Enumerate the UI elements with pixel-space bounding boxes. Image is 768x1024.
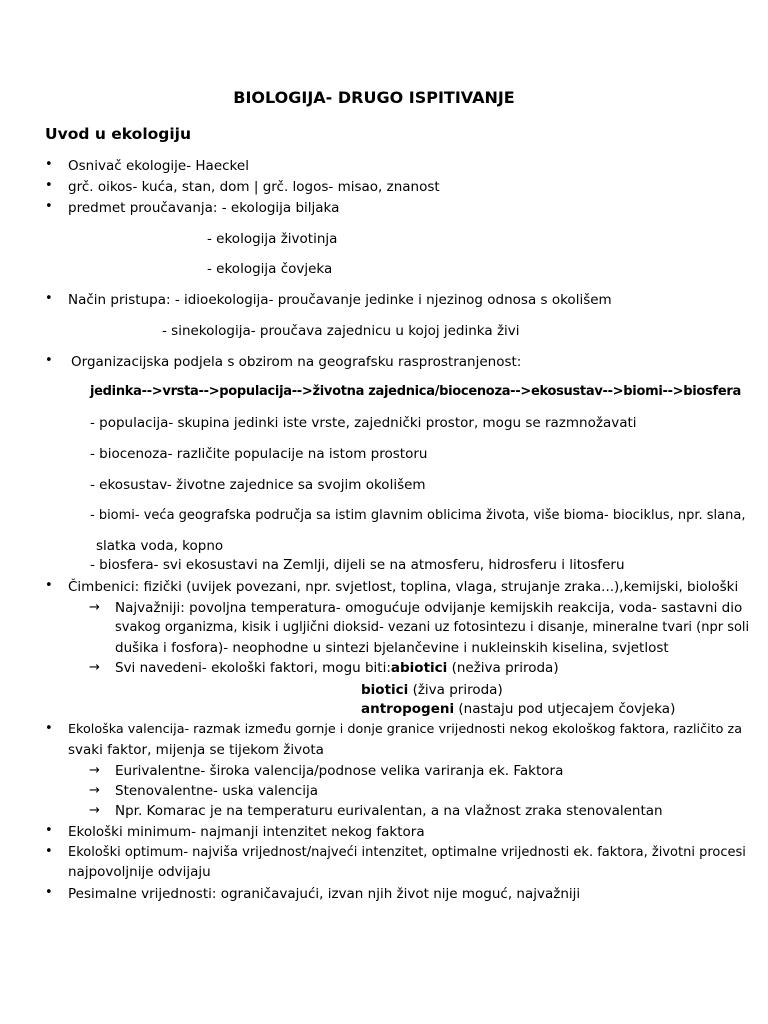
term-biotic-desc: (živa priroda): [408, 682, 503, 698]
line-factor-anthropogenic: [361, 700, 675, 718]
line-organization: Organizacijska podjela s obzirom na geografsku rasprostranjenost:: [71, 354, 522, 370]
line-valence-2: svaki faktor, mijenja se tijekom života: [68, 742, 324, 758]
bullet-icon: •: [45, 157, 53, 172]
line-approach: Način pristupa: - idioekologija- proučavanje jedinke i njezinog odnosa s okolišem: [68, 292, 612, 308]
line-eurivalent: Eurivalentne- široka valencija/podnose velika variranja ek. Faktora: [115, 763, 564, 779]
line-factors: Čimbenici: fizički (uvijek povezani, npr. svjetlost, toplina, vlaga, strujanje zraka...),kemijski, biološki: [68, 579, 739, 595]
bullet-icon: •: [45, 721, 53, 736]
arrow-icon: →: [89, 763, 100, 778]
bullet-icon: •: [45, 178, 53, 193]
line-most-important-1: Najvažniji: povoljna temperatura- omogućuje odvijanje kemijskih reakcija, voda- sastavni dio: [115, 600, 743, 616]
line-biocenosis: - biocenoza- različite populacije na istom prostoru: [90, 446, 428, 462]
line-etymology: grč. oikos- kuća, stan, dom | grč. logos- misao, znanost: [68, 179, 440, 195]
line-biomes: - biomi- veća geografska područja sa istim glavnim oblicima života, više bioma- biociklus, npr. slana,: [90, 508, 746, 523]
line-most-important-2: svakog organizma, kisik i ugljični dioksid- vezani uz fotosintezu i disanje, mineralne tvari (npr soli: [115, 620, 750, 635]
factor-types-lead-text: Svi navedeni- ekološki faktori, mogu biti:: [115, 660, 391, 676]
line-optimum-2: najpovoljnije odvijaju: [68, 864, 211, 880]
line-subject-animals: - ekologija životinja: [207, 231, 338, 247]
line-subject: predmet proučavanja: - ekologija biljaka: [68, 200, 340, 216]
line-minimum: Ekološki minimum- najmanji intenzitet nekog faktora: [68, 824, 425, 840]
line-factor-biotic: [361, 681, 503, 699]
line-factor-types-lead: [115, 659, 559, 677]
term-biotic: biotici: [361, 682, 409, 698]
term-anthropogenic: antropogeni: [361, 701, 455, 717]
bullet-icon: •: [45, 199, 53, 214]
bullet-icon: •: [45, 578, 53, 593]
section-heading: Uvod u ekologiju: [45, 125, 192, 143]
term-abiotic: abiotici: [390, 660, 448, 676]
line-population: - populacija- skupina jedinki iste vrste, zajednički prostor, mogu se razmnožavati: [90, 415, 637, 431]
term-abiotic-desc: (neživa priroda): [447, 660, 559, 676]
bullet-icon: •: [45, 885, 53, 900]
bullet-icon: •: [45, 844, 53, 859]
line-optimum-1: Ekološki optimum- najviša vrijednost/najveći intenzitet, optimalne vrijednosti ek. faktora, životni procesi: [68, 845, 746, 860]
arrow-icon: →: [89, 803, 100, 818]
line-subject-humans: - ekologija čovjeka: [207, 261, 333, 277]
arrow-icon: →: [89, 783, 100, 798]
line-stenovalent: Stenovalentne- uska valencija: [115, 783, 318, 799]
bullet-icon: •: [45, 353, 53, 368]
line-most-important-3: dušika i fosfora)- neophodne u sintezi bjelančevine i nukleinskih kiselina, svjetlost: [115, 640, 669, 656]
line-pessimal: Pesimalne vrijednosti: ograničavajući, izvan njih život nije moguć, najvažniji: [68, 886, 581, 902]
document-title: BIOLOGIJA- DRUGO ISPITIVANJE: [233, 88, 515, 107]
line-mosquito-example: Npr. Komarac je na temperaturu eurivalentan, a na vlažnost zraka stenovalentan: [115, 803, 663, 819]
line-founder: Osnivač ekologije- Haeckel: [68, 158, 249, 174]
line-approach-synecology: - sinekologija- proučava zajednicu u kojoj jedinka živi: [162, 323, 520, 339]
line-biomes-cont: slatka voda, kopno: [96, 538, 224, 554]
line-valence-1: Ekološka valencija- razmak između gornje i donje granice vrijednosti nekog ekološkog faktora, različito za: [68, 722, 743, 737]
arrow-icon: →: [89, 660, 100, 675]
line-biosphere: - biosfera- svi ekosustavi na Zemlji, dijeli se na atmosferu, hidrosferu i litosferu: [90, 557, 625, 573]
line-organization-chain: jedinka-->vrsta-->populacija-->životna zajednica/biocenoza-->ekosustav-->biomi-->biosfera: [90, 384, 741, 399]
arrow-icon: →: [89, 600, 100, 615]
bullet-icon: •: [45, 823, 53, 838]
line-ecosystem: - ekosustav- životne zajednice sa svojim okolišem: [90, 477, 426, 493]
bullet-icon: •: [45, 291, 53, 306]
term-anthropogenic-desc: (nastaju pod utjecajem čovjeka): [454, 701, 676, 717]
